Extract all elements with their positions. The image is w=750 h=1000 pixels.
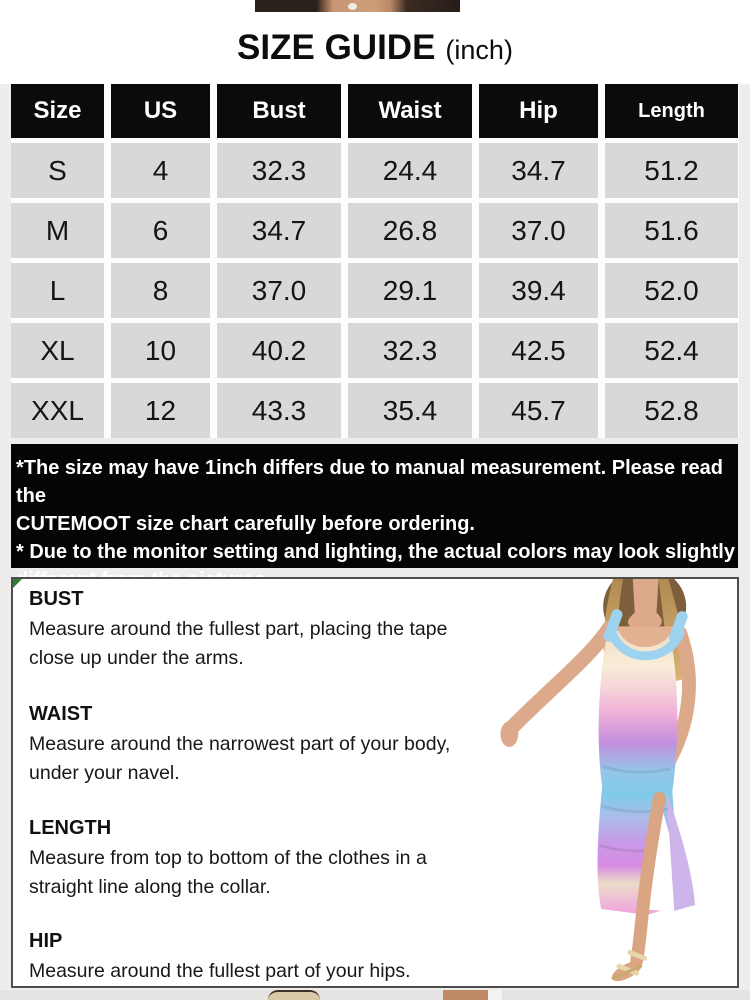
section-heading: HIP bbox=[29, 930, 63, 952]
measurement-value-cell: 52.0 bbox=[605, 263, 738, 318]
measurement-value-cell: 34.7 bbox=[479, 143, 598, 198]
cropped-photo-top-strip bbox=[0, 0, 750, 12]
white-fragment bbox=[488, 990, 502, 1000]
size-label-cell: S bbox=[11, 143, 104, 198]
model-photo bbox=[497, 579, 737, 986]
measurement-value-cell: 37.0 bbox=[479, 203, 598, 258]
size-label-cell: XXL bbox=[11, 383, 104, 438]
leg-fragment bbox=[443, 990, 488, 1000]
section-heading: WAIST bbox=[29, 703, 93, 725]
disclaimer-line: CUTEMOOT size chart carefully before ordering. bbox=[16, 513, 475, 535]
right-hand bbox=[500, 721, 518, 747]
size-label-cell: XL bbox=[11, 323, 104, 378]
measurement-value-cell: 32.3 bbox=[217, 143, 341, 198]
measurement-value-cell: 6 bbox=[111, 203, 210, 258]
column-header-size: Size bbox=[11, 84, 104, 138]
disclaimer-line: * Due to the monitor setting and lighting, the actual colors may look slightly bbox=[16, 541, 735, 563]
measurement-guide-panel bbox=[11, 577, 739, 988]
section-text-line: straight line along the collar. bbox=[29, 876, 271, 898]
measurement-value-cell: 4 bbox=[111, 143, 210, 198]
size-label-cell: L bbox=[11, 263, 104, 318]
column-header-waist: Waist bbox=[348, 84, 472, 138]
measurement-value-cell: 26.8 bbox=[348, 203, 472, 258]
crochet-shoe-fragment bbox=[268, 990, 320, 1000]
section-heading: BUST bbox=[29, 588, 84, 610]
measurement-value-cell: 10 bbox=[111, 323, 210, 378]
section-text-line: Measure from top to bottom of the clothes in a bbox=[29, 847, 427, 869]
page-title bbox=[237, 28, 513, 68]
measurement-value-cell: 52.8 bbox=[605, 383, 738, 438]
measurement-value-cell: 43.3 bbox=[217, 383, 341, 438]
strap-left bbox=[609, 615, 617, 637]
measurement-value-cell: 39.4 bbox=[479, 263, 598, 318]
section-text-line: Measure around the fullest part, placing the tape bbox=[29, 618, 448, 640]
disclaimer-line: *The size may have 1inch differs due to manual measurement. Please read the bbox=[16, 457, 723, 507]
size-label-cell: M bbox=[11, 203, 104, 258]
section-text-line: Measure around the fullest part of your hips. bbox=[29, 960, 411, 982]
strap-right bbox=[674, 617, 682, 639]
measurement-value-cell: 29.1 bbox=[348, 263, 472, 318]
necklace-fragment bbox=[348, 3, 357, 10]
measurement-value-cell: 40.2 bbox=[217, 323, 341, 378]
measurement-value-cell: 24.4 bbox=[348, 143, 472, 198]
measurement-value-cell: 8 bbox=[111, 263, 210, 318]
measurement-value-cell: 32.3 bbox=[348, 323, 472, 378]
column-header-length: Length bbox=[605, 84, 738, 138]
measure-section-length bbox=[29, 817, 509, 902]
title-band bbox=[0, 12, 750, 84]
measurement-value-cell: 51.2 bbox=[605, 143, 738, 198]
measure-section-bust bbox=[29, 588, 509, 673]
measurement-value-cell: 52.4 bbox=[605, 323, 738, 378]
column-header-hip: Hip bbox=[479, 84, 598, 138]
disclaimer-banner bbox=[11, 444, 738, 568]
measurement-value-cell: 42.5 bbox=[479, 323, 598, 378]
cropped-model-photo-top bbox=[255, 0, 460, 12]
measurement-value-cell: 45.7 bbox=[479, 383, 598, 438]
section-text-line: under your navel. bbox=[29, 762, 180, 784]
right-arm bbox=[512, 628, 609, 727]
measure-section-hip bbox=[29, 930, 509, 986]
title-unit: (inch) bbox=[445, 35, 513, 65]
section-heading: LENGTH bbox=[29, 817, 112, 839]
column-header-us: US bbox=[111, 84, 210, 138]
measurement-value-cell: 12 bbox=[111, 383, 210, 438]
measure-section-waist bbox=[29, 703, 509, 788]
title-text: SIZE GUIDE bbox=[237, 28, 436, 67]
column-header-bust: Bust bbox=[217, 84, 341, 138]
size-chart-table bbox=[11, 84, 739, 438]
measurement-value-cell: 34.7 bbox=[217, 203, 341, 258]
measurement-value-cell: 51.6 bbox=[605, 203, 738, 258]
section-text-line: close up under the arms. bbox=[29, 647, 244, 669]
cropped-photo-bottom-strip bbox=[0, 990, 750, 1000]
measurement-value-cell: 35.4 bbox=[348, 383, 472, 438]
section-text-line: Measure around the narrowest part of your body, bbox=[29, 733, 451, 755]
measurement-value-cell: 37.0 bbox=[217, 263, 341, 318]
